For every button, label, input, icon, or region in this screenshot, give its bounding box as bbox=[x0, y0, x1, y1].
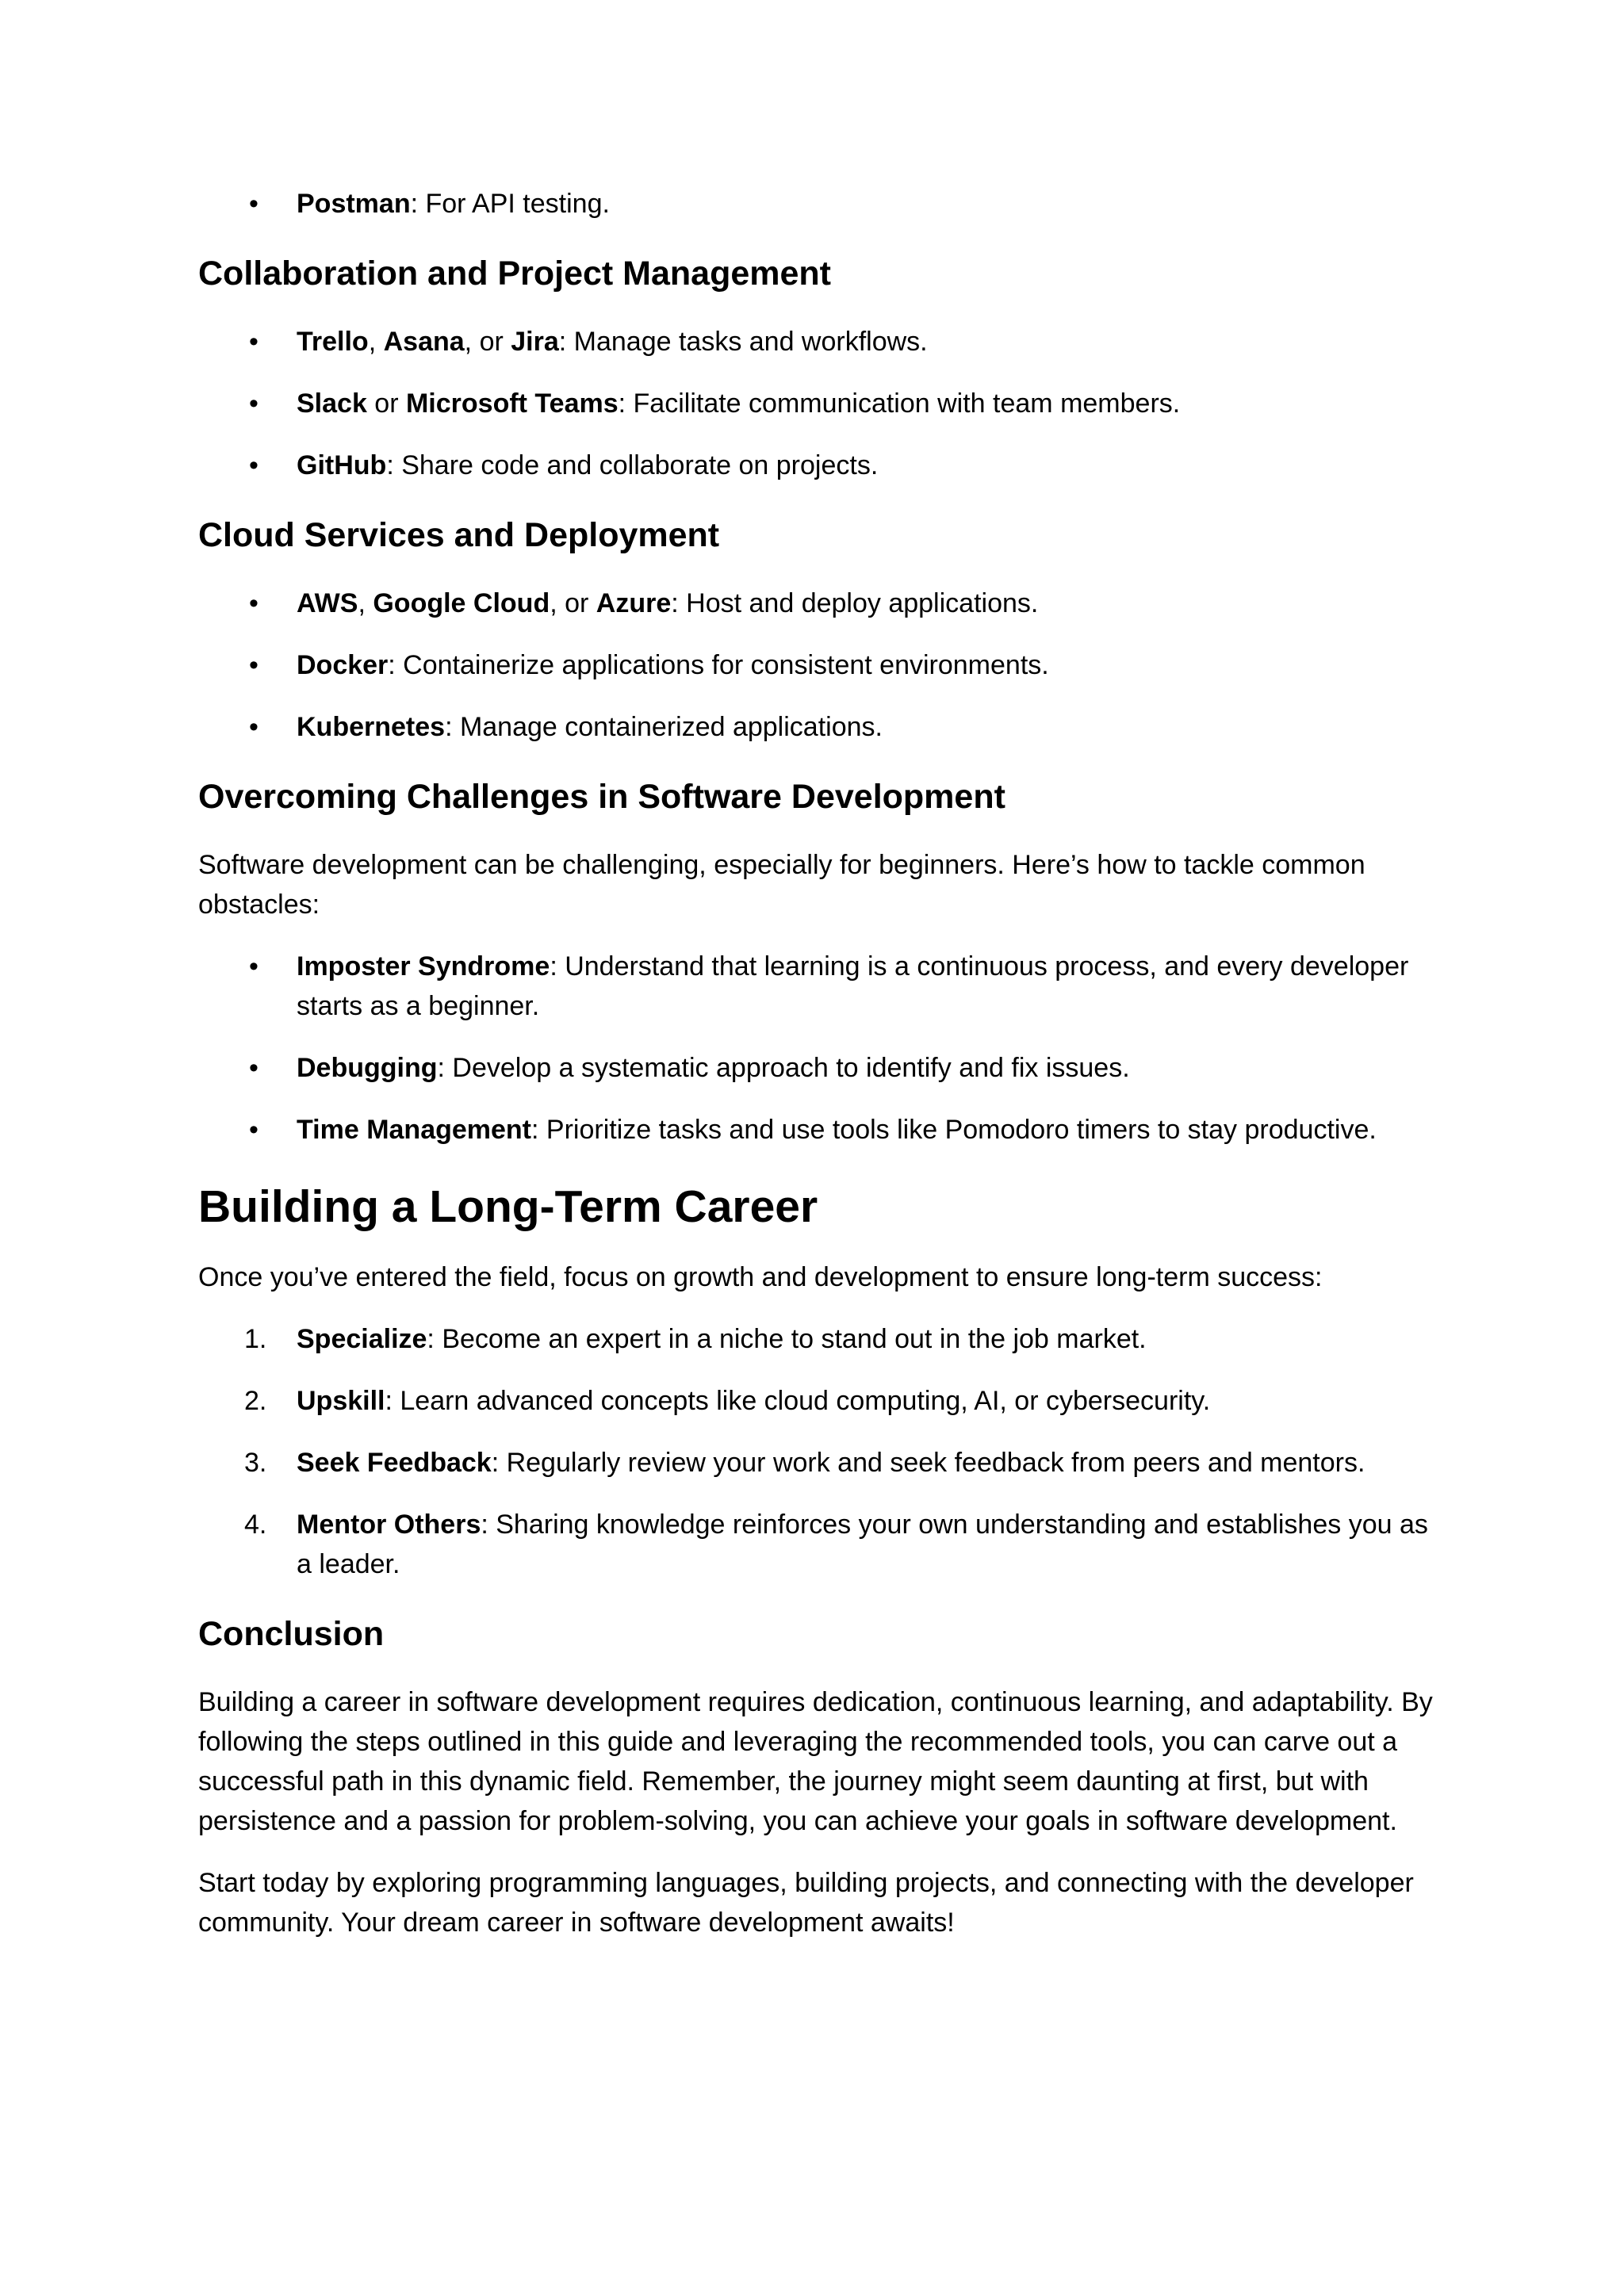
item-text: : For API testing. bbox=[410, 189, 610, 219]
section-heading-conclusion: Conclusion bbox=[198, 1615, 385, 1653]
list-item bbox=[198, 1319, 1442, 1359]
bullet-marker: • bbox=[249, 388, 259, 419]
list-item bbox=[198, 1110, 1442, 1150]
list-item bbox=[198, 707, 1442, 747]
item-term: Specialize bbox=[297, 1324, 427, 1354]
item-text: : Regularly review your work and seek feedback from peers and mentors. bbox=[491, 1448, 1365, 1478]
item-text: : Sharing knowledge reinforces your own understanding and establishes you as a leader. bbox=[297, 1510, 1428, 1579]
bullet-marker: • bbox=[249, 189, 259, 219]
challenges-list bbox=[198, 947, 1442, 1150]
cloud-list bbox=[198, 584, 1442, 747]
list-item bbox=[198, 322, 1442, 362]
list-item bbox=[198, 947, 1442, 1026]
challenges-intro: Software development can be challenging, especially for beginners. Here’s how to tackle common obstacles: bbox=[198, 850, 1365, 920]
conclusion-paragraph-1: Building a career in software development requires dedication, continuous learning, and adaptability. By following the steps outlined in this guide and leveraging the recommended tools, you can carve out a successful path in this dynamic field. Remember, the journey might seem daunting at first, but with persistence and a passion for problem-solving, you can achieve your goals in software development. bbox=[198, 1687, 1433, 1836]
bullet-marker: • bbox=[249, 1053, 259, 1083]
list-item bbox=[198, 446, 1442, 485]
list-item bbox=[198, 584, 1442, 623]
item-text: : Learn advanced concepts like cloud computing, AI, or cybersecurity. bbox=[385, 1386, 1211, 1416]
item-text: : Manage tasks and workflows. bbox=[558, 327, 928, 357]
list-item bbox=[198, 384, 1442, 423]
item-term: Time Management bbox=[297, 1115, 532, 1145]
item-term: AWS bbox=[297, 588, 358, 618]
item-text: : Facilitate communication with team members. bbox=[618, 388, 1181, 419]
item-term: Docker bbox=[297, 650, 389, 680]
bullet-marker: • bbox=[249, 951, 259, 982]
item-term: GitHub bbox=[297, 450, 387, 480]
bullet-marker: • bbox=[249, 712, 259, 742]
item-term: Seek Feedback bbox=[297, 1448, 492, 1478]
list-item bbox=[198, 645, 1442, 685]
item-term: Google Cloud bbox=[373, 588, 550, 618]
item-term: Slack bbox=[297, 388, 367, 419]
item-term: Trello bbox=[297, 327, 369, 357]
item-term: Jira bbox=[511, 327, 559, 357]
collaboration-list bbox=[198, 322, 1442, 485]
career-steps-list bbox=[198, 1319, 1442, 1584]
list-number: 1. bbox=[244, 1324, 267, 1354]
item-text: : Understand that learning is a continuous process, and every developer starts as a beginner. bbox=[297, 951, 1409, 1021]
section-heading-career: Building a Long-Term Career bbox=[198, 1181, 818, 1232]
list-number: 4. bbox=[244, 1510, 267, 1540]
section-heading-cloud: Cloud Services and Deployment bbox=[198, 516, 720, 554]
bullet-marker: • bbox=[249, 327, 259, 357]
item-term: Debugging bbox=[297, 1053, 438, 1083]
bullet-marker: • bbox=[249, 588, 259, 618]
item-text: : Host and deploy applications. bbox=[671, 588, 1039, 618]
list-item bbox=[198, 1048, 1442, 1088]
item-sep: , bbox=[368, 327, 384, 357]
item-term: Asana bbox=[383, 327, 465, 357]
item-term: Upskill bbox=[297, 1386, 385, 1416]
bullet-marker: • bbox=[249, 1115, 259, 1145]
conclusion-paragraph-2: Start today by exploring programming languages, building projects, and connecting with the developer community. Your dream career in software development awaits! bbox=[198, 1868, 1414, 1938]
item-term: Imposter Syndrome bbox=[297, 951, 550, 982]
item-text: : Prioritize tasks and use tools like Pomodoro timers to stay productive. bbox=[531, 1115, 1377, 1145]
item-term: Kubernetes bbox=[297, 712, 446, 742]
item-term: Microsoft Teams bbox=[405, 388, 619, 419]
section-heading-challenges: Overcoming Challenges in Software Development bbox=[198, 778, 1005, 816]
item-text: : Develop a systematic approach to identify and fix issues. bbox=[437, 1053, 1130, 1083]
list-item bbox=[198, 1443, 1442, 1483]
testing-tools-list bbox=[198, 184, 1442, 224]
item-text: : Become an expert in a niche to stand out in the job market. bbox=[427, 1324, 1147, 1354]
item-text: : Containerize applications for consistent environments. bbox=[388, 650, 1049, 680]
item-term: Postman bbox=[297, 189, 411, 219]
item-text: : Manage containerized applications. bbox=[445, 712, 883, 742]
item-sep: , bbox=[358, 588, 373, 618]
list-item bbox=[198, 184, 1442, 224]
list-number: 3. bbox=[244, 1448, 267, 1478]
bullet-marker: • bbox=[249, 650, 259, 680]
list-item bbox=[198, 1381, 1442, 1421]
item-term: Mentor Others bbox=[297, 1510, 481, 1540]
list-number: 2. bbox=[244, 1386, 267, 1416]
item-text: : Share code and collaborate on projects. bbox=[386, 450, 879, 480]
list-item bbox=[198, 1505, 1442, 1584]
section-heading-collaboration: Collaboration and Project Management bbox=[198, 254, 831, 293]
career-intro: Once you’ve entered the field, focus on growth and development to ensure long-term success: bbox=[198, 1262, 1323, 1292]
item-term: Azure bbox=[596, 588, 672, 618]
item-sep: , or bbox=[464, 327, 511, 357]
item-sep: , or bbox=[550, 588, 596, 618]
item-sep: or bbox=[366, 388, 406, 419]
bullet-marker: • bbox=[249, 450, 259, 480]
